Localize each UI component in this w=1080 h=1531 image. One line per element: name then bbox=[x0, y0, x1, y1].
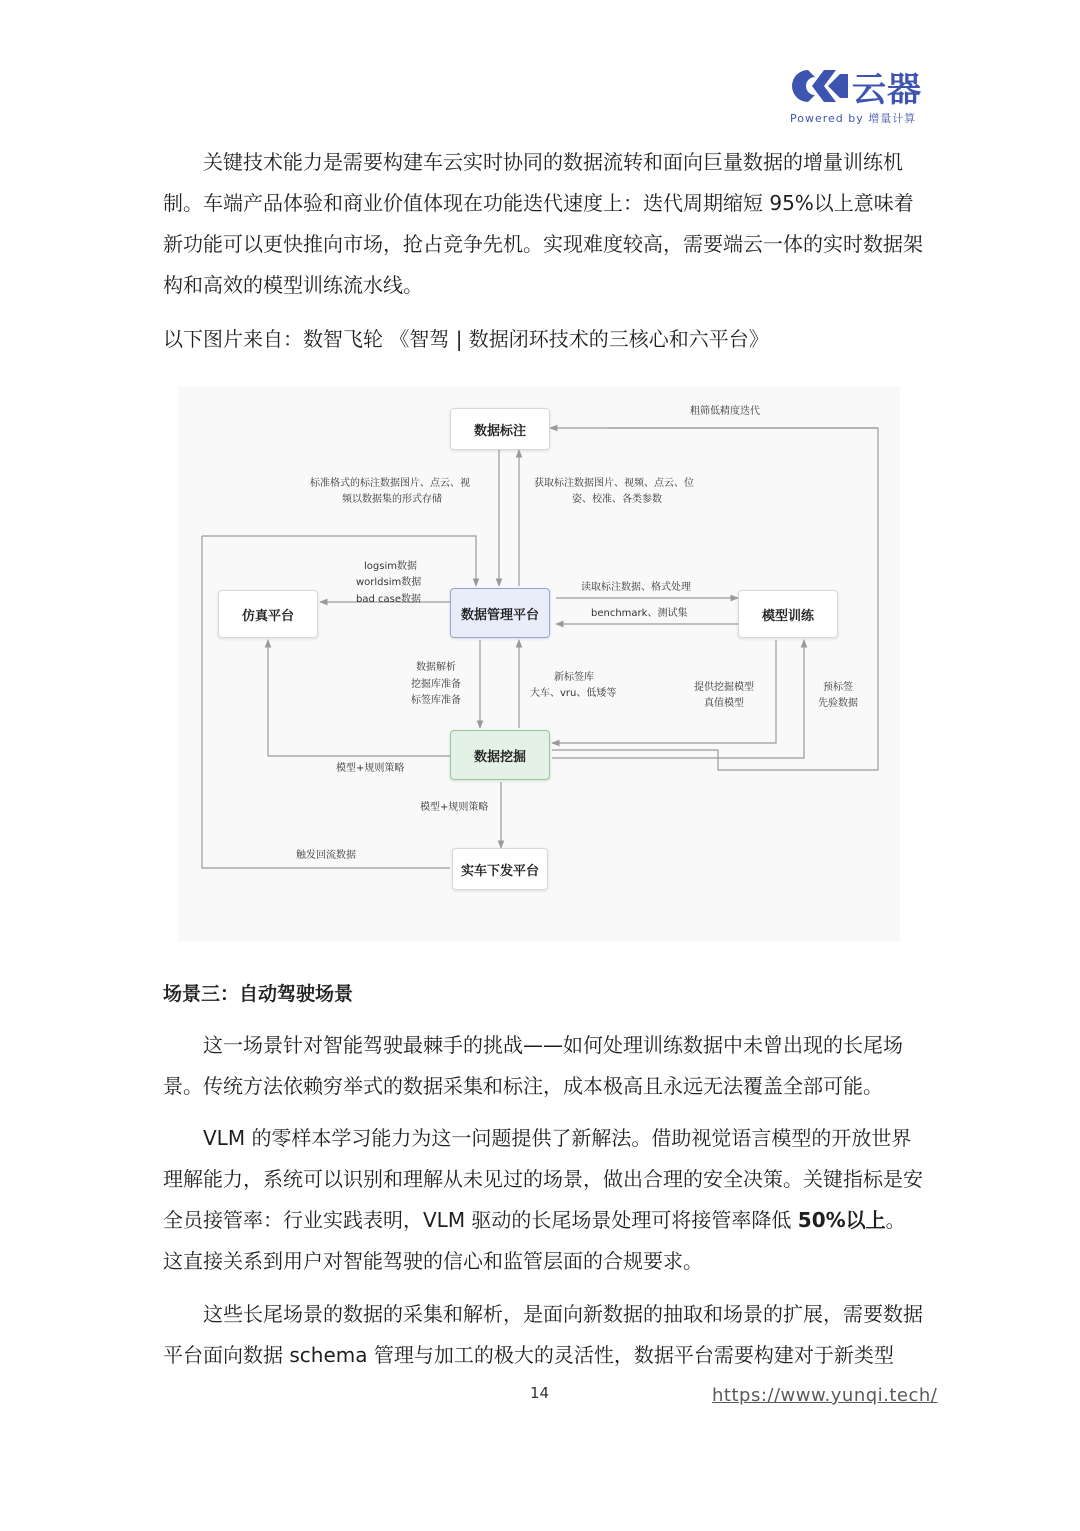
node-simulation: 仿真平台 bbox=[218, 590, 318, 638]
label-new-label-1: 新标签库 bbox=[554, 672, 594, 683]
paragraph-3-text-a: VLM 的零样本学习能力为这一问题提供了新解法。借助视觉语言模型的开放世界理解能力，系统可以识别和理解从未见过的场景，做出合理的安全决策。关键指标是安全员接管率：行业实践表明，VLM 驱动的长尾场景处理可将接管率降低 bbox=[163, 1126, 923, 1232]
label-badcase: bad case数据 bbox=[356, 594, 421, 605]
brand-tagline: Powered by 增量计算 bbox=[790, 112, 917, 125]
label-parse-2: 挖掘库准备 bbox=[411, 679, 461, 690]
label-strategy-left: 模型+规则策略 bbox=[336, 763, 405, 774]
brand-name: 云器 bbox=[852, 70, 922, 110]
node-vehicle-deploy: 实车下发平台 bbox=[452, 848, 548, 890]
yunqi-logo-icon bbox=[788, 66, 848, 106]
section-title: 场景三：自动驾驶场景 bbox=[163, 983, 354, 1005]
paragraph-2-text: 这一场景针对智能驾驶最棘手的挑战——如何处理训练数据中未曾出现的长尾场景。传统方法依赖穷举式的数据采集和标注，成本极高且永远无法覆盖全部可能。 bbox=[163, 1033, 903, 1098]
label-coarse-iteration: 粗筛低精度迭代 bbox=[690, 406, 760, 417]
label-parse-3: 标签库准备 bbox=[411, 695, 461, 706]
label-worldsim: worldsim数据 bbox=[356, 577, 422, 588]
image-source-caption: 以下图片来自：数智飞轮 《智驾 | 数据闭环技术的三核心和六平台》 bbox=[163, 327, 769, 351]
node-data-management: 数据管理平台 bbox=[450, 588, 550, 638]
paragraph-1-text: 关键技术能力是需要构建车云实时协同的数据流转和面向巨量数据的增量训练机制。车端产品体验和商业价值体现在功能迭代速度上：迭代周期缩短 95%以上意味着新功能可以更快推向市场，抢占竞争先机。实现难度较高，需要端云一体的实时数据架构和高效的模型训练流水线。 bbox=[163, 150, 923, 297]
label-fetch-1: 获取标注数据图片、视频、点云、位 bbox=[534, 478, 694, 489]
label-read-format: 读取标注数据、格式处理 bbox=[581, 582, 691, 593]
data-loop-diagram bbox=[178, 386, 900, 942]
paragraph-4-text: 这些长尾场景的数据的采集和解析，是面向新数据的抽取和场景的扩展，需要数据平台面向数据 schema 管理与加工的极大的灵活性，数据平台需要构建对于新类型 bbox=[163, 1302, 923, 1367]
page-number: 14 bbox=[530, 1384, 550, 1402]
label-strategy-down: 模型+规则策略 bbox=[420, 802, 489, 813]
brand-logo bbox=[788, 62, 928, 128]
label-standard-format-2: 频以数据集的形式存储 bbox=[342, 494, 442, 505]
label-fetch-2: 姿、校准、各类参数 bbox=[572, 494, 662, 505]
label-benchmark: benchmark、测试集 bbox=[591, 608, 688, 619]
node-data-mining: 数据挖掘 bbox=[450, 730, 550, 780]
label-prelabel-1: 预标签 bbox=[823, 682, 853, 693]
paragraph-3-highlight: 50%以上 bbox=[797, 1208, 886, 1232]
node-annotation: 数据标注 bbox=[450, 408, 550, 450]
paragraph-1 bbox=[163, 142, 923, 306]
label-logsim: logsim数据 bbox=[364, 561, 417, 572]
label-provide-1: 提供挖掘模型 bbox=[694, 682, 754, 693]
label-prelabel-2: 先验数据 bbox=[818, 698, 858, 709]
footer-url-link[interactable]: https://www.yunqi.tech/ bbox=[712, 1385, 938, 1406]
paragraph-4 bbox=[163, 1294, 923, 1376]
label-standard-format-1: 标准格式的标注数据图片、点云、视 bbox=[310, 478, 470, 489]
label-provide-2: 真值模型 bbox=[704, 698, 744, 709]
label-trigger-backflow: 触发回流数据 bbox=[296, 850, 356, 861]
label-parse-1: 数据解析 bbox=[416, 662, 456, 673]
paragraph-3 bbox=[163, 1118, 923, 1282]
label-new-label-2: 大车、vru、低矮等 bbox=[530, 688, 617, 699]
paragraph-2 bbox=[163, 1025, 923, 1107]
paragraph-3-text-b: 。这直接关系到用户对智能驾驶的信心和监管层面的合规要求。 bbox=[163, 1208, 906, 1273]
node-model-training: 模型训练 bbox=[738, 590, 838, 638]
